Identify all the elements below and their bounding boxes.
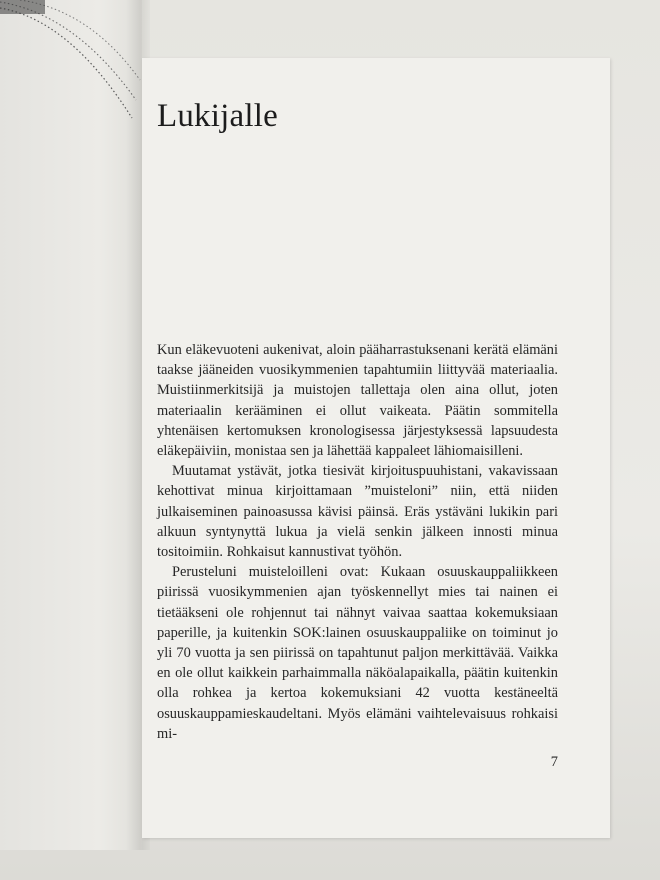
chapter-title: Lukijalle (157, 98, 278, 134)
body-text (157, 340, 558, 744)
paragraph-2: Muutamat ystävät, jotka tiesivät kirjoituspuuhistani, vakavissaan kehottivat minua kirjoittamaan ”muisteloni” niin, että niiden julkaiseminen painoasussa kävisi päinsä. Eräs ystäväni lukikin pari alkuun syntynyttä lukua ja vielä senkin jälkeen innosti minua tositoimiin. Rohkaisut kannustivat työhön. (157, 463, 558, 561)
page-edge-lines (0, 0, 142, 850)
page-number: 7 (550, 754, 558, 770)
paragraph-1: Kun eläkevuoteni aukenivat, aloin pääharrastuksenani kerätä elämäni taakse jääneiden vuosikymmenien tapahtumiin liittyvää materiaalia. Muistiinmerkitsijä ja muistojen tallettaja olen aina ollut, joten materiaalin kerääminen ei ollut vaikeata. Päätin sommitella yhtenäisen kertomuksen kronologisessa järjestyksessä lapsuudesta eläkepäiviin, monistaa sen ja lähettää kappaleet lähiomaisilleni. (157, 342, 558, 460)
left-page-edge (0, 0, 142, 850)
book-page (142, 58, 610, 838)
paragraph-3: Perusteluni muisteloilleni ovat: Kukaan osuuskauppaliikkeen piirissä vuosikymmenien ajan työskennellyt mies tai nainen ei tietääkseni ole rohjennut tai nähnyt vaivaa saattaa kokemuksiaan paperille, ja kuitenkin SOK:lainen osuuskauppaliike on toiminut jo yli 70 vuotta ja sen piirissä on tapahtunut paljon merkittävää. Vaikka en ole ollut kaikkein parhaimmalla näköalapaikalla, päätin kuitenkin olla rohkea ja kertoa kokemuksiani 42 vuotta kestäneeltä osuuskauppamieskaudeltani. Myös elämäni vaihtelevaisuus rohkaisi mi- (157, 564, 558, 742)
